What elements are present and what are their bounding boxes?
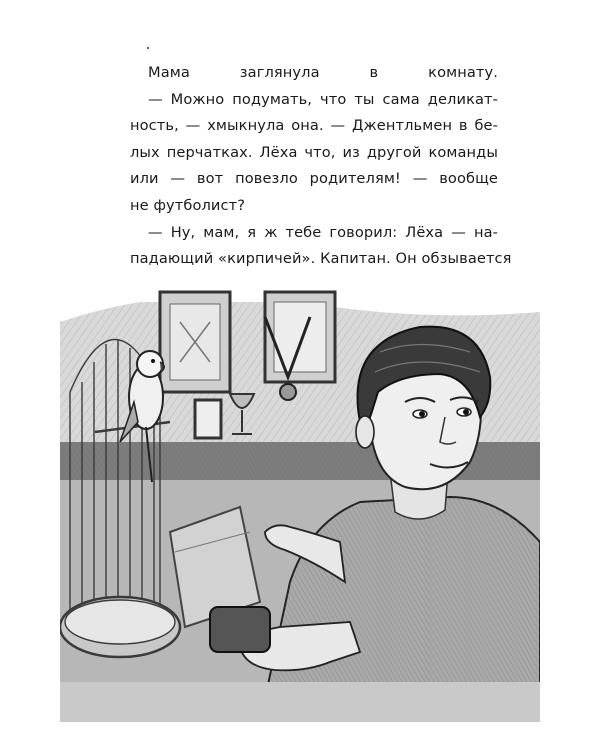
text-line: не футболист?: [130, 196, 246, 214]
text-line: — Можно подумать, что ты сама деликат-: [148, 90, 498, 108]
text-line: или — вот повезло родителям! — вообще: [130, 170, 498, 188]
certificate-frame: [265, 292, 335, 382]
tin-box: [210, 607, 270, 652]
text-line: — Ну, мам, я ж тебе говорил: Лёха — на-: [148, 223, 498, 241]
photo-frame: [195, 400, 221, 438]
story-text: [130, 60, 512, 299]
certificate-frame: [160, 292, 230, 392]
illustration-boy-with-parrot: [60, 282, 540, 722]
stray-ink-dot: [147, 47, 149, 49]
table: [60, 682, 540, 722]
text-line: падающий «кирпичей». Капитан. Он обзывается: [130, 250, 512, 268]
text-line: лых перчатках. Лёха что, из другой команды: [130, 143, 498, 161]
text-line: Мама заглянула в комнату.: [148, 64, 498, 81]
text-line: ность, — хмыкнула она. — Джентльмен в бе-: [130, 117, 498, 135]
